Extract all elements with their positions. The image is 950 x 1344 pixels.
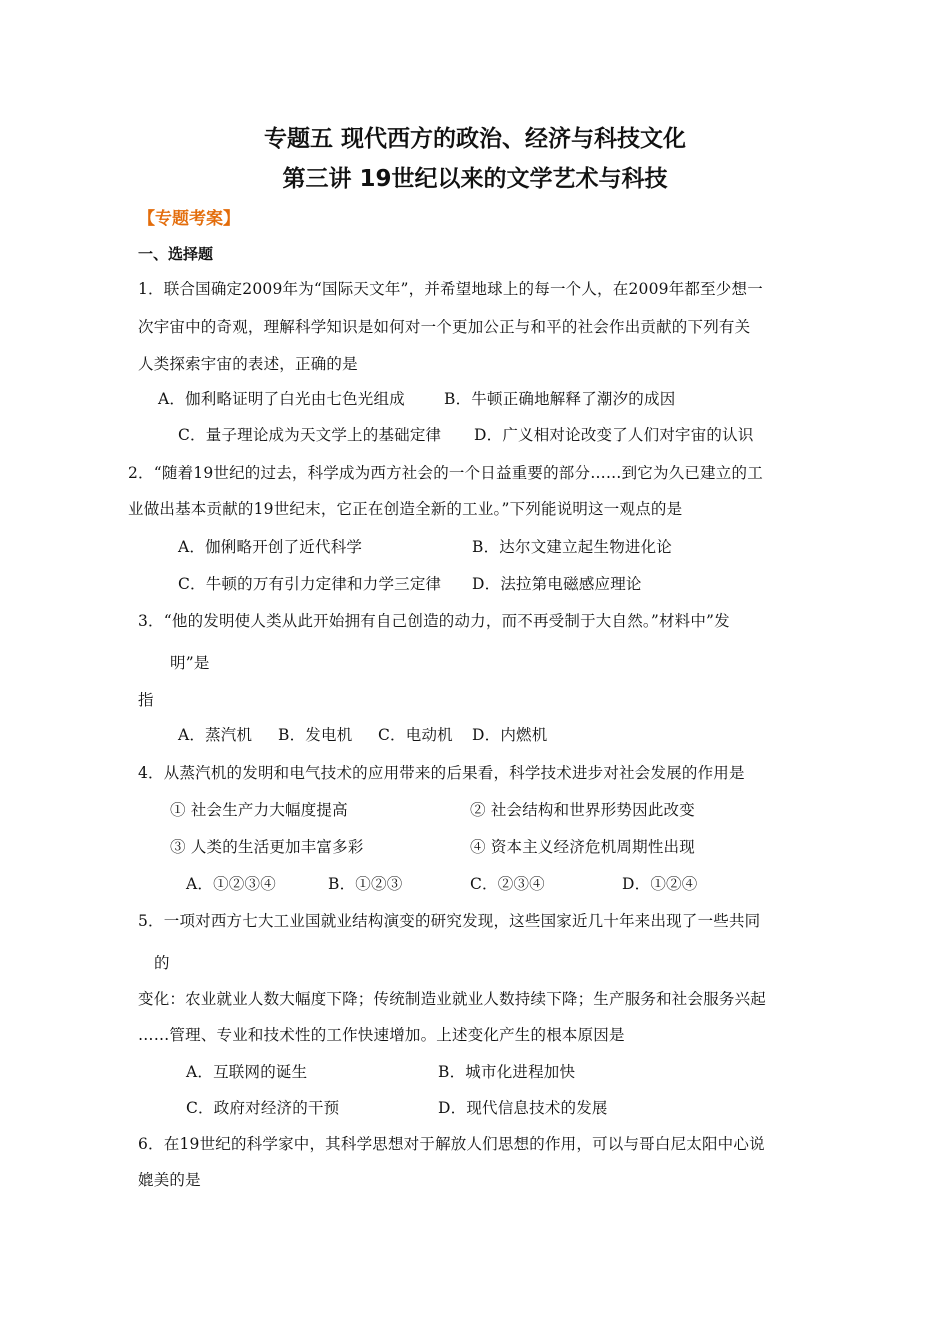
question-text: 6．在19世纪的科学家中，其科学思想对于解放人们思想的作用，可以与哥白尼太阳中心说 — [138, 1135, 765, 1153]
option-a: A．互联网的诞生 — [186, 1063, 308, 1081]
option-d: D．①②④ — [622, 875, 698, 893]
statement-2: ② 社会结构和世界形势因此改变 — [470, 801, 695, 819]
option-a: A．蒸汽机 — [178, 726, 253, 744]
question-text: 明”是 — [170, 654, 210, 672]
question-text: 4．从蒸汽机的发明和电气技术的应用带来的后果看，科学技术进步对社会发展的作用是 — [138, 764, 745, 782]
option-d: D．广义相对论改变了人们对宇宙的认识 — [474, 426, 754, 444]
question-text: 指 — [138, 691, 154, 709]
option-b: B．牛顿正确地解释了潮汐的成因 — [444, 390, 676, 408]
question-text: 2．“随着19世纪的过去，科学成为西方社会的一个日益重要的部分……到它为久已建立的工 — [128, 464, 763, 482]
option-a: A．伽俐略开创了近代科学 — [178, 538, 363, 556]
option-c: C．②③④ — [470, 875, 545, 893]
section-heading: 一、选择题 — [138, 245, 214, 263]
option-b: B．城市化进程加快 — [438, 1063, 576, 1081]
option-c: C．量子理论成为天文学上的基础定律 — [178, 426, 442, 444]
section-tag: 【专题考案】 — [138, 209, 240, 229]
statement-4: ④ 资本主义经济危机周期性出现 — [470, 838, 695, 856]
option-b: B．发电机 — [278, 726, 353, 744]
question-text: 的 — [154, 954, 170, 972]
question-text: 5．一项对西方七大工业国就业结构演变的研究发现，这些国家近几十年来出现了一些共同 — [138, 912, 761, 930]
option-c: C．政府对经济的干预 — [186, 1099, 340, 1117]
question-text: 次宇宙中的奇观，理解科学知识是如何对一个更加公正与和平的社会作出贡献的下列有关 — [138, 318, 751, 336]
question-text: ……管理、专业和技术性的工作快速增加。上述变化产生的根本原因是 — [138, 1026, 625, 1044]
question-text: 人类探索宇宙的表述，正确的是 — [138, 355, 358, 373]
question-text: 3．“他的发明使人类从此开始拥有自己创造的动力，而不再受制于大自然。”材料中”发 — [138, 612, 730, 630]
option-a: A．①②③④ — [186, 875, 276, 893]
question-text: 业做出基本贡献的19世纪末，它正在创造全新的工业。”下列能说明这一观点的是 — [128, 500, 683, 518]
option-c: C．电动机 — [378, 726, 453, 744]
option-c: C．牛顿的万有引力定律和力学三定律 — [178, 575, 442, 593]
doc-title: 专题五 现代西方的政治、经济与科技文化 — [263, 126, 686, 152]
statement-3: ③ 人类的生活更加丰富多彩 — [170, 838, 364, 856]
option-b: B．①②③ — [328, 875, 403, 893]
question-text: 1．联合国确定2009年为“国际天文年”，并希望地球上的每一个人，在2009年都至少想一 — [138, 280, 763, 298]
option-d: D．法拉第电磁感应理论 — [472, 575, 642, 593]
option-d: D．内燃机 — [472, 726, 548, 744]
statement-1: ① 社会生产力大幅度提高 — [170, 801, 348, 819]
option-a: A．伽利略证明了白光由七色光组成 — [158, 390, 405, 408]
question-text: 媲美的是 — [138, 1171, 201, 1189]
doc-subtitle: 第三讲 19世纪以来的文学艺术与科技 — [282, 166, 668, 192]
option-d: D．现代信息技术的发展 — [438, 1099, 608, 1117]
question-text: 变化：农业就业人数大幅度下降；传统制造业就业人数持续下降；生产服务和社会服务兴起 — [138, 990, 767, 1008]
option-b: B．达尔文建立起生物进化论 — [472, 538, 672, 556]
